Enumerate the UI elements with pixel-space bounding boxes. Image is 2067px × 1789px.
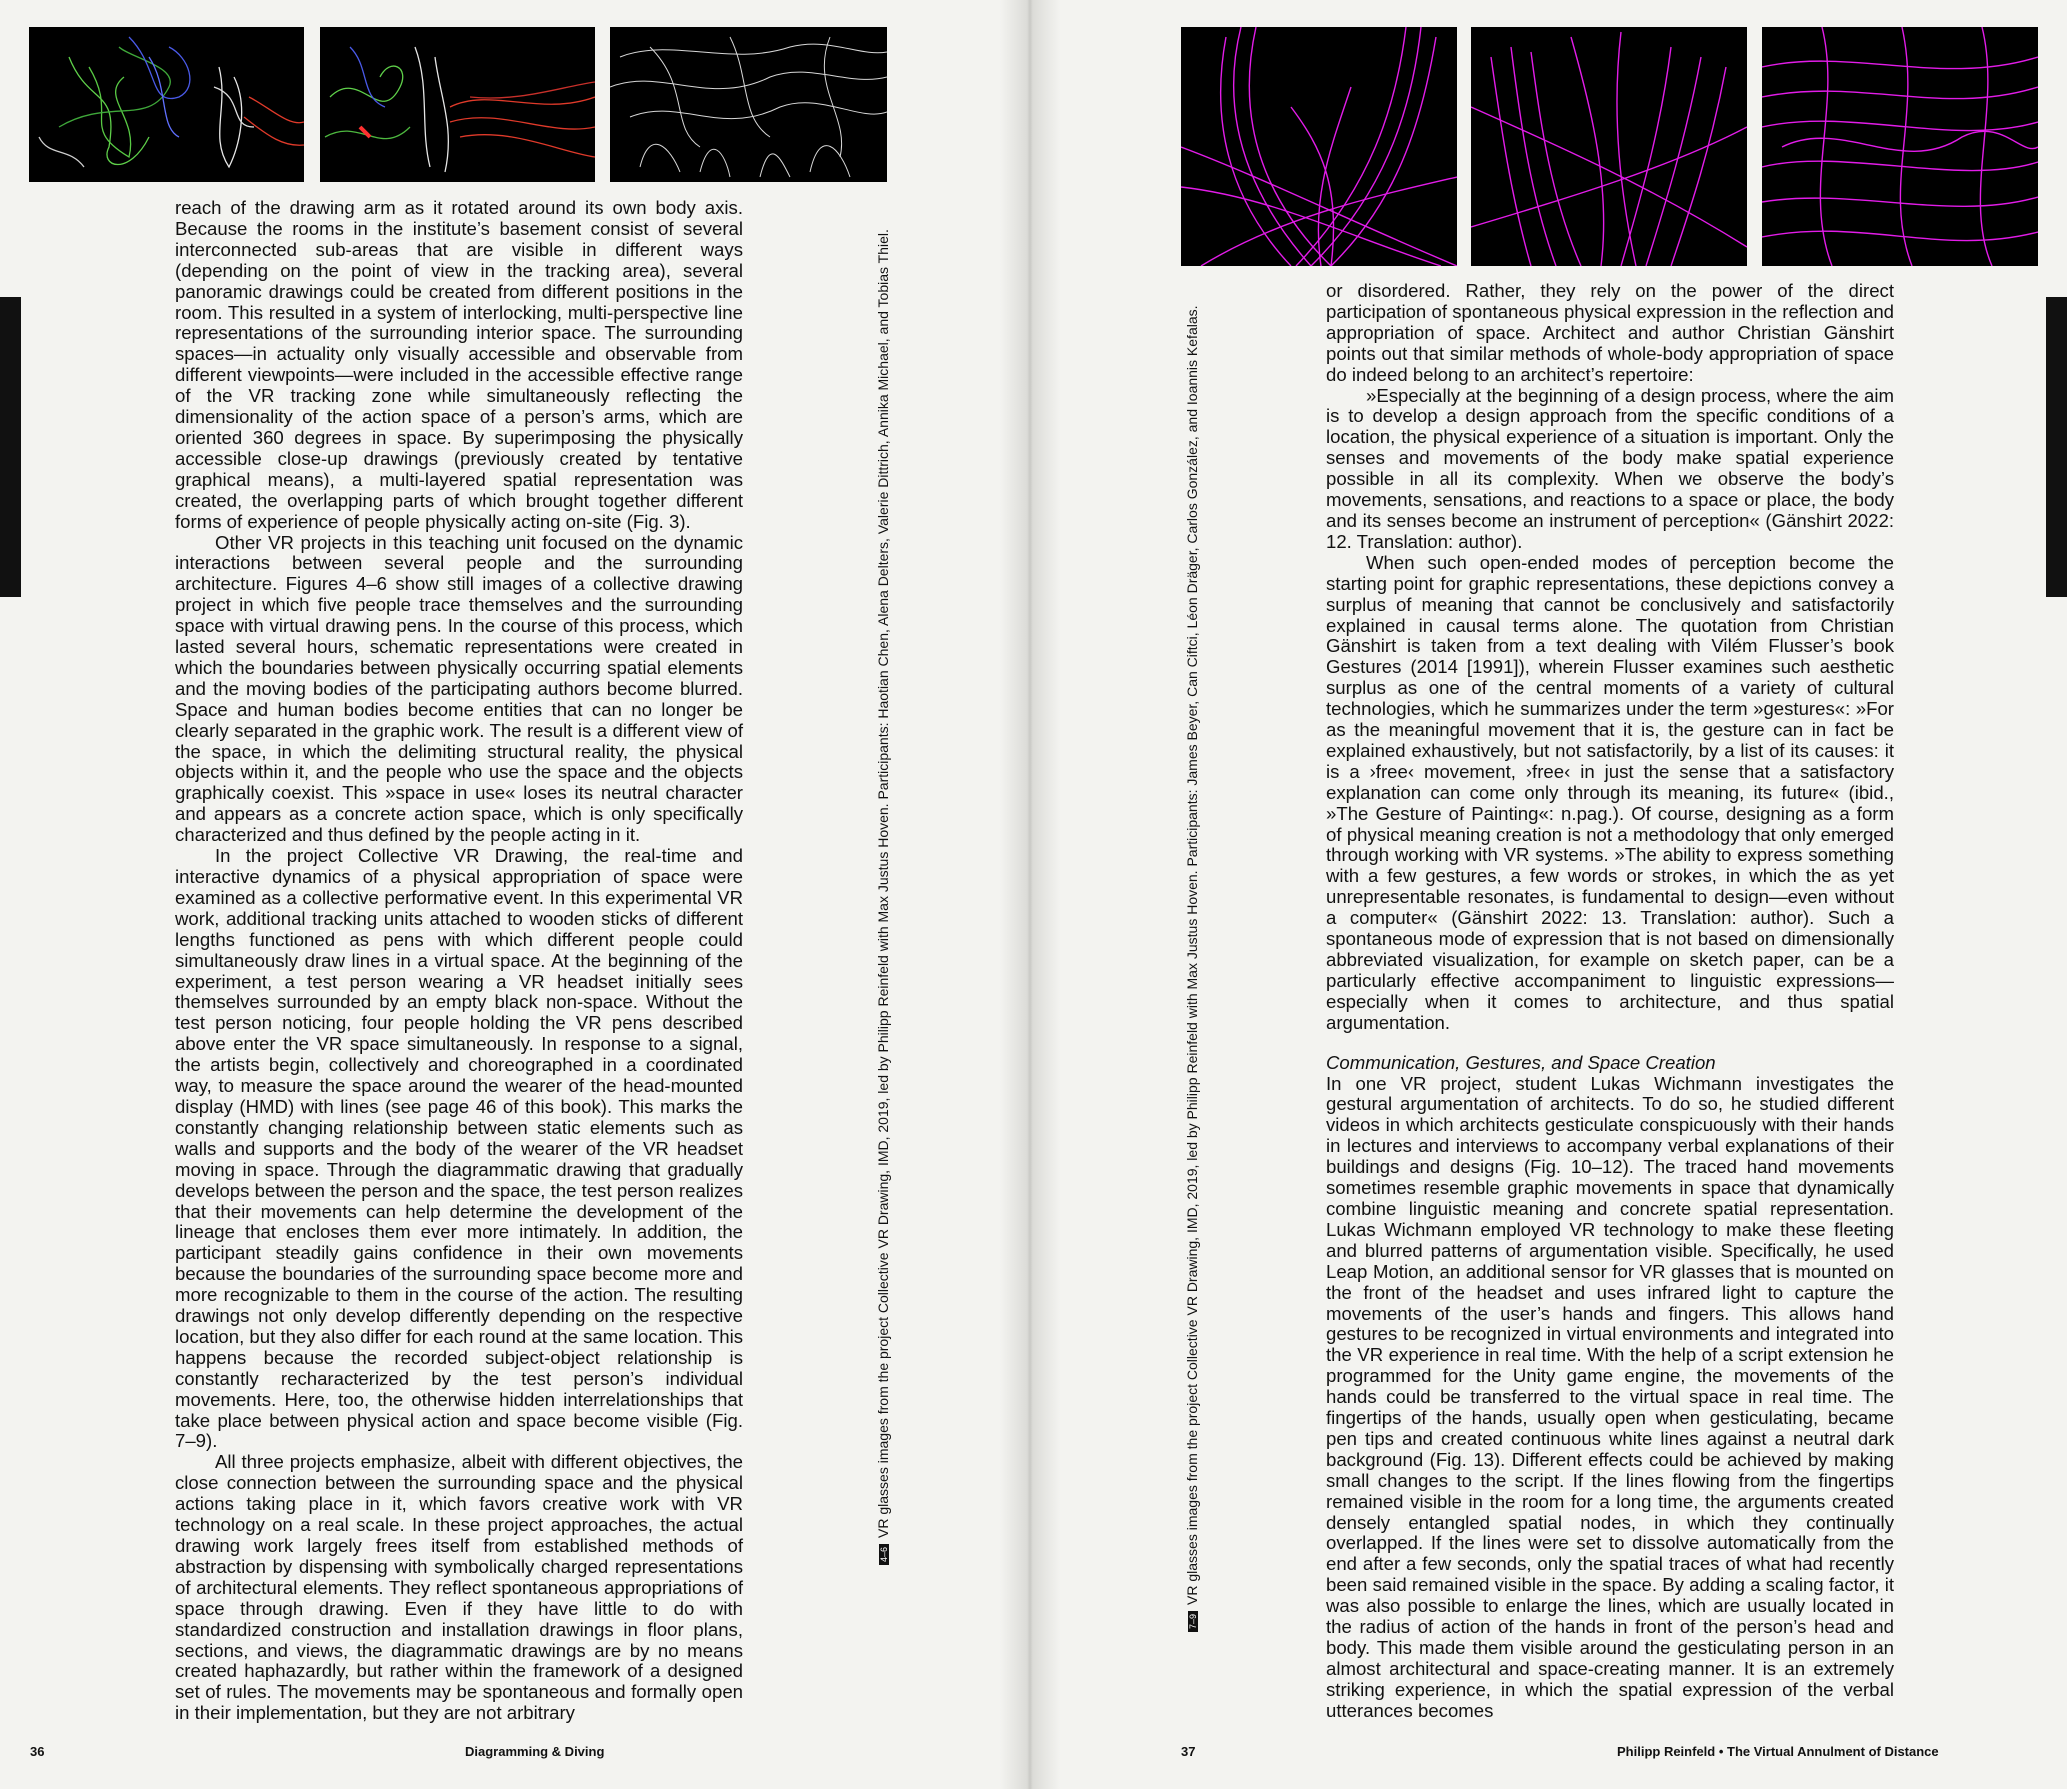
right-running-head: Philipp Reinfeld • The Virtual Annulment of Distance (1617, 1744, 1939, 1759)
right-paragraph-4: In one VR project, student Lukas Wichmann investigates the gestural argumentation of architects. To do so, he studied different videos in which architects gesticulate conspicuously with their hands in lectures and interviews to accompany verbal explanations of their buildings and designs (Fig. 10–12). The traced hand movements sometimes resemble graphic movements in space that dynamically combine linguistic meaning and concrete spatial representation. Lukas Wichmann employed VR technology to make these fleeting and blurred patterns of argumentation visible. Specifically, he used Leap Motion, an additional sensor for VR glasses that is mounted on the front of the headset and uses infrared light to capture the movements of the user’s hands and fingers. This allows hand gestures to be recognized in virtual environments and integrated into the VR experience in real time. With the help of a script extension he programmed for the Unity game engine, the movements of the hands could be transferred to the virtual space in real time. The fingertips of the hands, usually open when gesticulating, became pen tips and created continuous white lines against a neutral dark background (Fig. 13). Different effects could be achieved by making small changes to the script. If the lines flowing from the fingertips remained visible in the room for a long time, the arguments created densely entangled spatial nodes, in which they continually overlapped. If the lines were set to dissolve automatically from the end after a few seconds, only the spatial traces of what had recently been said remained visible in the space. By adding a scaling factor, it was also possible to enlarge the lines, which are usually located in the radius of action of the hands in front of the person’s head and body. This made them visible around the gesticulating person in an almost architectural and space-creating manner. It is an extremely striking experience, in which the spatial expression of the verbal utterances becomes (1326, 1072, 1894, 1721)
left-paragraph-3: In the project Collective VR Drawing, the real-time and interactive dynamics of a physical appropriation of space were examined as a collective performative event. In this experimental VR work, additional tracking units attached to wooden sticks of different lengths functioned as pens with which different people could simultaneously draw lines in a virtual space. At the beginning of the experiment, a test person wearing a VR headset initially sees themselves surrounded by an empty black non-space. Without the test person noticing, four people holding the VR pens described above enter the VR space simultaneously. In response to a signal, the artists begin, collectively and choreographed in a coordinated way, to measure the space around the wearer of the head-mounted display (HMD) with lines (see page 46 of this book). This marks the constantly changing relationship between static elements such as walls and supports and the body of the wearer of the VR headset moving in space. Through the diagrammatic drawing that gradually develops between the person and the space, the test person realizes that their movements can help determine the development of the lineage that encloses them ever more intimately. In addition, the participant steadily gains confidence in their own movements because the boundaries of the surrounding space become more and more recognizable to them in the course of the action. The resulting drawings not only develop differently depending on the respective location, but they also differ for each round at the same location. This happens because the recorded subject-object relationship is constantly recharacterized by the test person’s individual movements. Here, too, the otherwise hidden interrelationships that take place between physical action and space become visible (Fig. 7–9). (175, 845, 743, 1452)
left-page-number: 36 (30, 1744, 45, 1759)
left-paragraph-4: All three projects emphasize, albeit with different objectives, the close connection between the surrounding space and the physical actions taking place in it, which favors creative work with VR technology on a real scale. In these project approaches, the actual drawing work largely frees itself from established methods of abstraction by dispensing with symbolically charged representations of architectural elements. They reflect spontaneous appropriations of space through drawing. Even if they have little to do with standardized construction and installation drawings in floor plans, sections, and views, the diagrammatic drawings are by no means created haphazardly, but rather within the framework of a designed set of rules. The movements may be spontaneous and formally open in their implementation, but they are not arbitrary (175, 1451, 743, 1724)
section-heading: Communication, Gestures, and Space Creation (1326, 1051, 1716, 1073)
right-caption-figure-number: 7–9 (1188, 1611, 1198, 1632)
book-gutter (1000, 0, 1060, 1789)
figure-7-image (1181, 27, 1457, 266)
right-figure-caption (1184, 305, 1200, 1632)
right-caption-text: VR glasses images from the project Collective VR Drawing, IMD, 2019, led by Philipp Reinfeld with Max Justus Hoven. Participants: James Beyer, Can Ciftci, Léon Dräger, Carlos González, and Ioannis Kefalas. (1184, 305, 1200, 1605)
left-running-head: Diagramming & Diving (465, 1744, 605, 1759)
figure-6-image (610, 27, 887, 182)
left-caption-figure-number: 4–6 (879, 1544, 889, 1565)
figure-9-image (1762, 27, 2038, 266)
left-figure-caption (875, 229, 891, 1565)
right-edge-tab (2046, 297, 2067, 597)
figure-5-image (320, 27, 595, 182)
right-paragraph-3: When such open-ended modes of perception become the starting point for graphic representations, these depictions convey a surplus of meaning that cannot be conclusively and satisfactorily explained in causal terms alone. The quotation from Christian Gänshirt is taken from a text dealing with Vilém Flusser’s book Gestures (2014 [1991]), wherein Flusser examines such aesthetic surplus as one of the central moments of a variety of cultural technologies, which he summarizes under the term »gestures«: »For as the meaningful movement that it is, the gesture can in fact be explained exhaustively, but not satisfactorily, by a list of its causes: it is a ›free‹ movement, ›free‹ in just the sense that a satisfactory explanation can come only through its meaning, its future« (ibid., »The Gesture of Painting«: n.pag.). Of course, designing as a form of physical meaning creation is not a methodology that only emerged through working with VR systems. »The ability to express something with a few gestures, a few words or strokes, in which the as yet unrepresentable resonates, is fundamental to design—even without a computer« (Gänshirt 2022: 13. Translation: author). Such a spontaneous mode of expression that is not based on dimensionally abbreviated visualization, for example on sketch paper, can be a particularly effective accompaniment to linguistic expressions—especially when it comes to architecture, and thus spatial argumentation. (1326, 551, 1894, 1033)
left-body-text (175, 198, 743, 1724)
right-paragraph-1: or disordered. Rather, they rely on the power of the direct participation of spontaneous physical expression in the reflection and appropriation of space. Architect and author Christian Gänshirt points out that similar methods of whole-body appropriation of space do indeed belong to an architect’s repertoire: (1326, 280, 1894, 385)
section-spacer (1326, 1034, 1894, 1053)
right-quote-paragraph: »Especially at the beginning of a design process, where the aim is to develop a design approach from the specific conditions of a location, the physical experience of a situation is important. Only the senses and movements of the body make spatial experience possible in all its complexity. When we observe the body’s movements, sensations, and reactions to a space or place, the body and its senses become an instrument of perception« (Gänshirt 2022: 12. Translation: author). (1326, 384, 1894, 552)
left-paragraph-1: reach of the drawing arm as it rotated around its own body axis. Because the rooms in the institute’s basement consist of several interconnected sub-areas that are visible in different ways (depending on the point of view in the tracking area), several panoramic drawings could be created from different positions in the room. This resulted in a system of interlocking, multi-perspective line representations of the surrounding interior space. The surrounding spaces—in actuality only visually accessible and observable from different viewpoints—were included in the accessible effective range of the VR tracking zone while simultaneously reflecting the dimensionality of the action space of a person’s arms, which are oriented 360 degrees in space. By superimposing the physically accessible close-up drawings (previously created by tentative graphical means), a multi-layered spatial representation was created, the overlapping parts of which brought together different forms of experience of people physically acting on-site (Fig. 3). (175, 197, 743, 532)
right-body-text (1326, 281, 1894, 1722)
left-caption-text: VR glasses images from the project Collective VR Drawing, IMD, 2019, led by Philipp Reinfeld with Max Justus Hoven. Participants: Haotian Chen, Alena Delters, Valerie Dittrich, Annika Michael, and Tobias Thiel. (875, 229, 891, 1538)
left-paragraph-2: Other VR projects in this teaching unit focused on the dynamic interactions between several people and the surrounding architecture. Figures 4–6 show still images of a collective drawing project in which five people trace themselves and the surrounding space with virtual drawing pens. In the course of this process, which lasted several hours, schematic representations were created in which the boundaries between physically occurring spatial elements and the moving bodies of the participating authors become blurred. Space and human bodies become entities that can no longer be clearly separated in the graphic work. The result is a different view of the space, in which the delimiting structural reality, the physical objects within it, and the people who use the space and the objects graphically coexist. This »space in use« loses its neutral character and appears as a concrete action space, which is only specifically characterized and thus defined by the people acting in it. (175, 531, 743, 846)
left-edge-tab (0, 297, 21, 597)
figure-4-image (29, 27, 304, 182)
right-page-number: 37 (1181, 1744, 1196, 1759)
figure-8-image (1471, 27, 1747, 266)
